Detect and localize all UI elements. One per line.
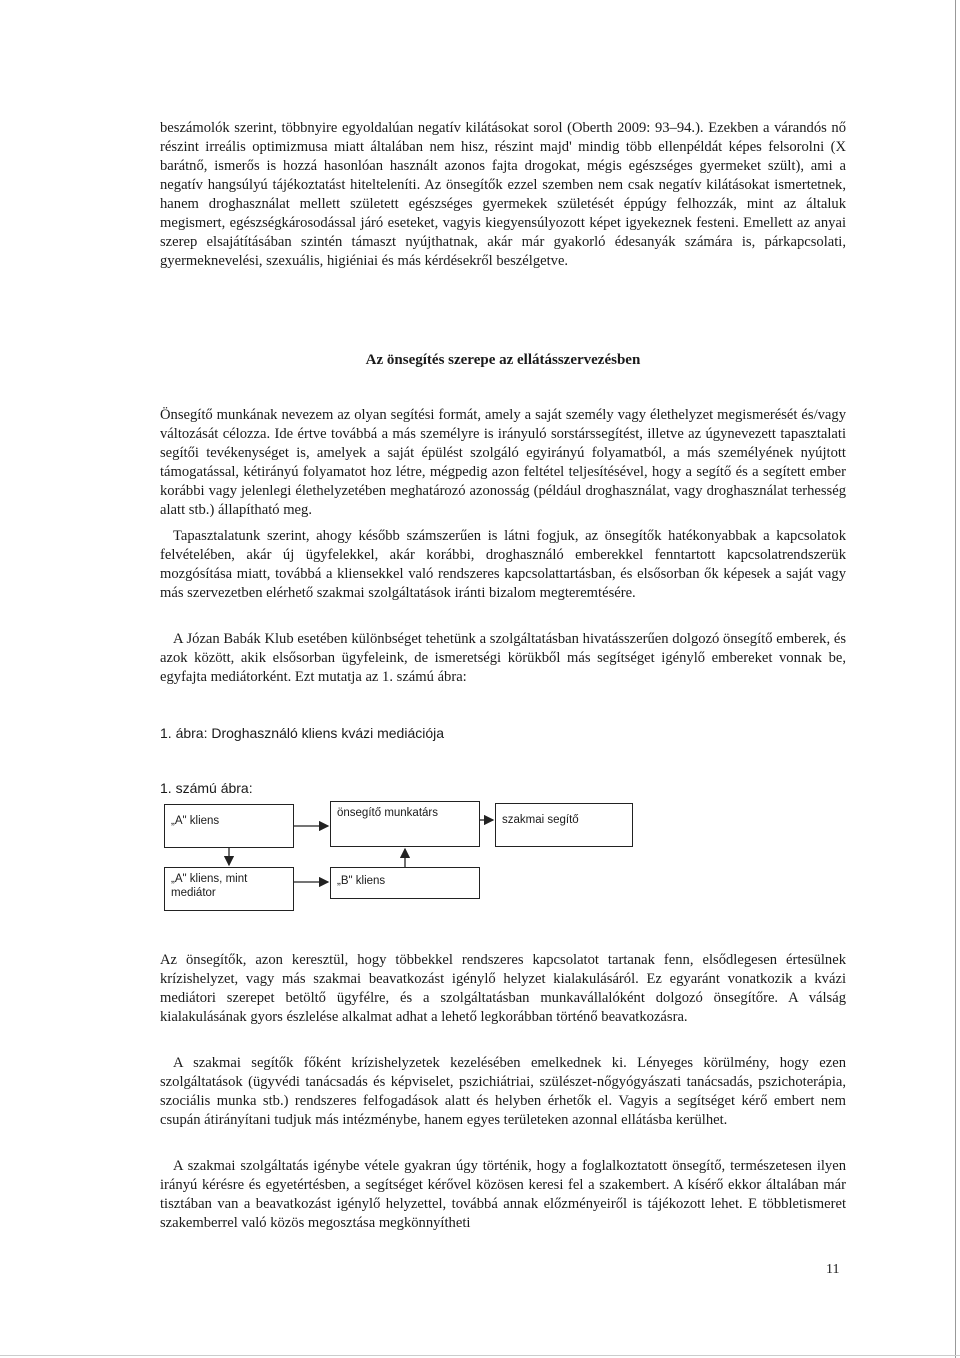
- figure-caption: 1. ábra: Droghasználó kliens kvázi mediációja: [160, 725, 445, 741]
- box-a-client: „A" kliens: [164, 804, 294, 848]
- box-peer-worker: önsegítő munkatárs: [330, 801, 480, 847]
- paragraph-6: A szakmai segítők főként krízishelyzetek kezelésében emelkednek ki. Lényeges körülmény, hogy ezen szolgáltatások (ügyvédi tanácsadás és képviselet, pszichiátriai, szülészet-nőgyógyászati tanácsadás, pszichoterápia, szociális munka stb.) rendszeres felfogadások alatt és helyben érhetők el. Vagyis a segítséget kérő embert nem csupán átirányítani tudjuk más intézménybe, hanem egyes területeken azonnal ellátásba kerülhet.: [160, 1055, 846, 1128]
- paragraph-4: A Józan Babák Klub esetében különbséget tehetünk a szolgáltatásban hivatásszerűen dolgozó önsegítő emberek, és azok között, akik elsősorban ügyfeleink, de ismeretségi körükből más segítséget igénylő embereket vonnak be, egyfajta mediátorként. Ezt mutatja az 1. számú ábra:: [160, 631, 846, 685]
- box-professional: szakmai segítő: [495, 803, 633, 847]
- figure-label: 1. számú ábra:: [160, 780, 253, 796]
- box-b-client: „B" kliens: [330, 867, 480, 899]
- box-a-mediator: „A" kliens, mint mediátor: [164, 867, 294, 911]
- paragraph-7: A szakmai szolgáltatás igénybe vétele gyakran úgy történik, hogy a foglalkoztatott önsegítő, természetesen ilyen irányú kérésre és egyetértésben, a segítséget kérővel közösen keresi fel a szakembert. A kísérő ekkor általában már tisztában van a beavatkozást igénylő helyzettel, továbbá annak előzményeiről is tájékozott lehet. E többletismeret szakemberrel való közös megosztása megkönnyítheti: [160, 1158, 846, 1231]
- paragraph-2: Önsegítő munkának nevezem az olyan segítési formát, amely a saját személy vagy élethelyzet megismerését és/vagy változását célozza. Ide értve továbbá a más személyre is irányuló sorstárssegítést, illetve az úgynevezett tapasztalati segítői tevékenységet is, amelyek a saját épülést szolgáló egyirányú folyamatból, a más személyének nyújtott támogatással, kétirányú folyamatot hoz létre, mégpedig azon feltétel teljesítésével, hogy a segítő és a segített ember korábbi vagy jelenlegi élethelyzetében meghatározó azonosság (például droghasználat, vagy droghasználat terhesség alatt stb.) állapítható meg.: [160, 407, 846, 518]
- paragraph-1: beszámolók szerint, többnyire egyoldalúan negatív kilátásokat sorol (Oberth 2009: 93–94.). Ezekben a várandós nő részint irreális optimizmusa miatt általában nem hisz, részint majd' mindig több ellenpéldát képes felsorolni (X barátnő, ismerős is hozzá hasonlóan használt azonos fajta drogokat, mégis egészséges gyermeket szült), ami a negatív hangsúlyú tájékoztatást hitelteleníti. Az önsegítők ezzel szemben nem csak negatív kilátásokat ismertetnek, hanem droghasználat mellett született egészséges gyermekek születését éppúgy felhozzák, mint az általuk megismert, egészségkárosodással járó eseteket, vagyis kiegyensúlyozott képet igyekeznek festeni. Emellett az anyai szerep elsajátításában szintén támaszt nyújthatnak, akár már gyakorló édesanyák számára is, párkapcsolati, gyermeknevelési, szexuális, higiéniai és más kérdésekről beszélgetve.: [160, 120, 846, 269]
- section-heading: Az önsegítés szerepe az ellátásszervezésben: [365, 352, 641, 368]
- paragraph-3: Tapasztalatunk szerint, ahogy később számszerűen is látni fogjuk, az önsegítők hatékonyabbak a kapcsolatok felvételében, akár új ügyfelekkel, akár korábbi, droghasználó emberekkel fenntartott kapcsolatrendszerük mozgósítása miatt, továbbá a kliensekkel való rendszeres kapcsolattartásban, és elsősorban ők képesek a saját vagy más szervezetben elérhető szakmai szolgáltatások iránti bizalom megteremtésére.: [160, 528, 846, 601]
- paragraph-5: Az önsegítők, azon keresztül, hogy többekkel rendszeres kapcsolatot tartanak fenn, elsődlegesen értesülnek krízishelyzet, vagy más szakmai beavatkozást igénylő helyzet kialakulásáról. Ez egyaránt vonatkozik a kvázi mediátori szerepet betöltő ügyfélre, és a szolgáltatásban munkavállalóként dolgozó önsegítőre. A válság kialakulásának gyors észlelése alkalmat adhat a lehető legkorábban történő beavatkozásra.: [160, 952, 846, 1025]
- page-number: 11: [826, 1262, 840, 1277]
